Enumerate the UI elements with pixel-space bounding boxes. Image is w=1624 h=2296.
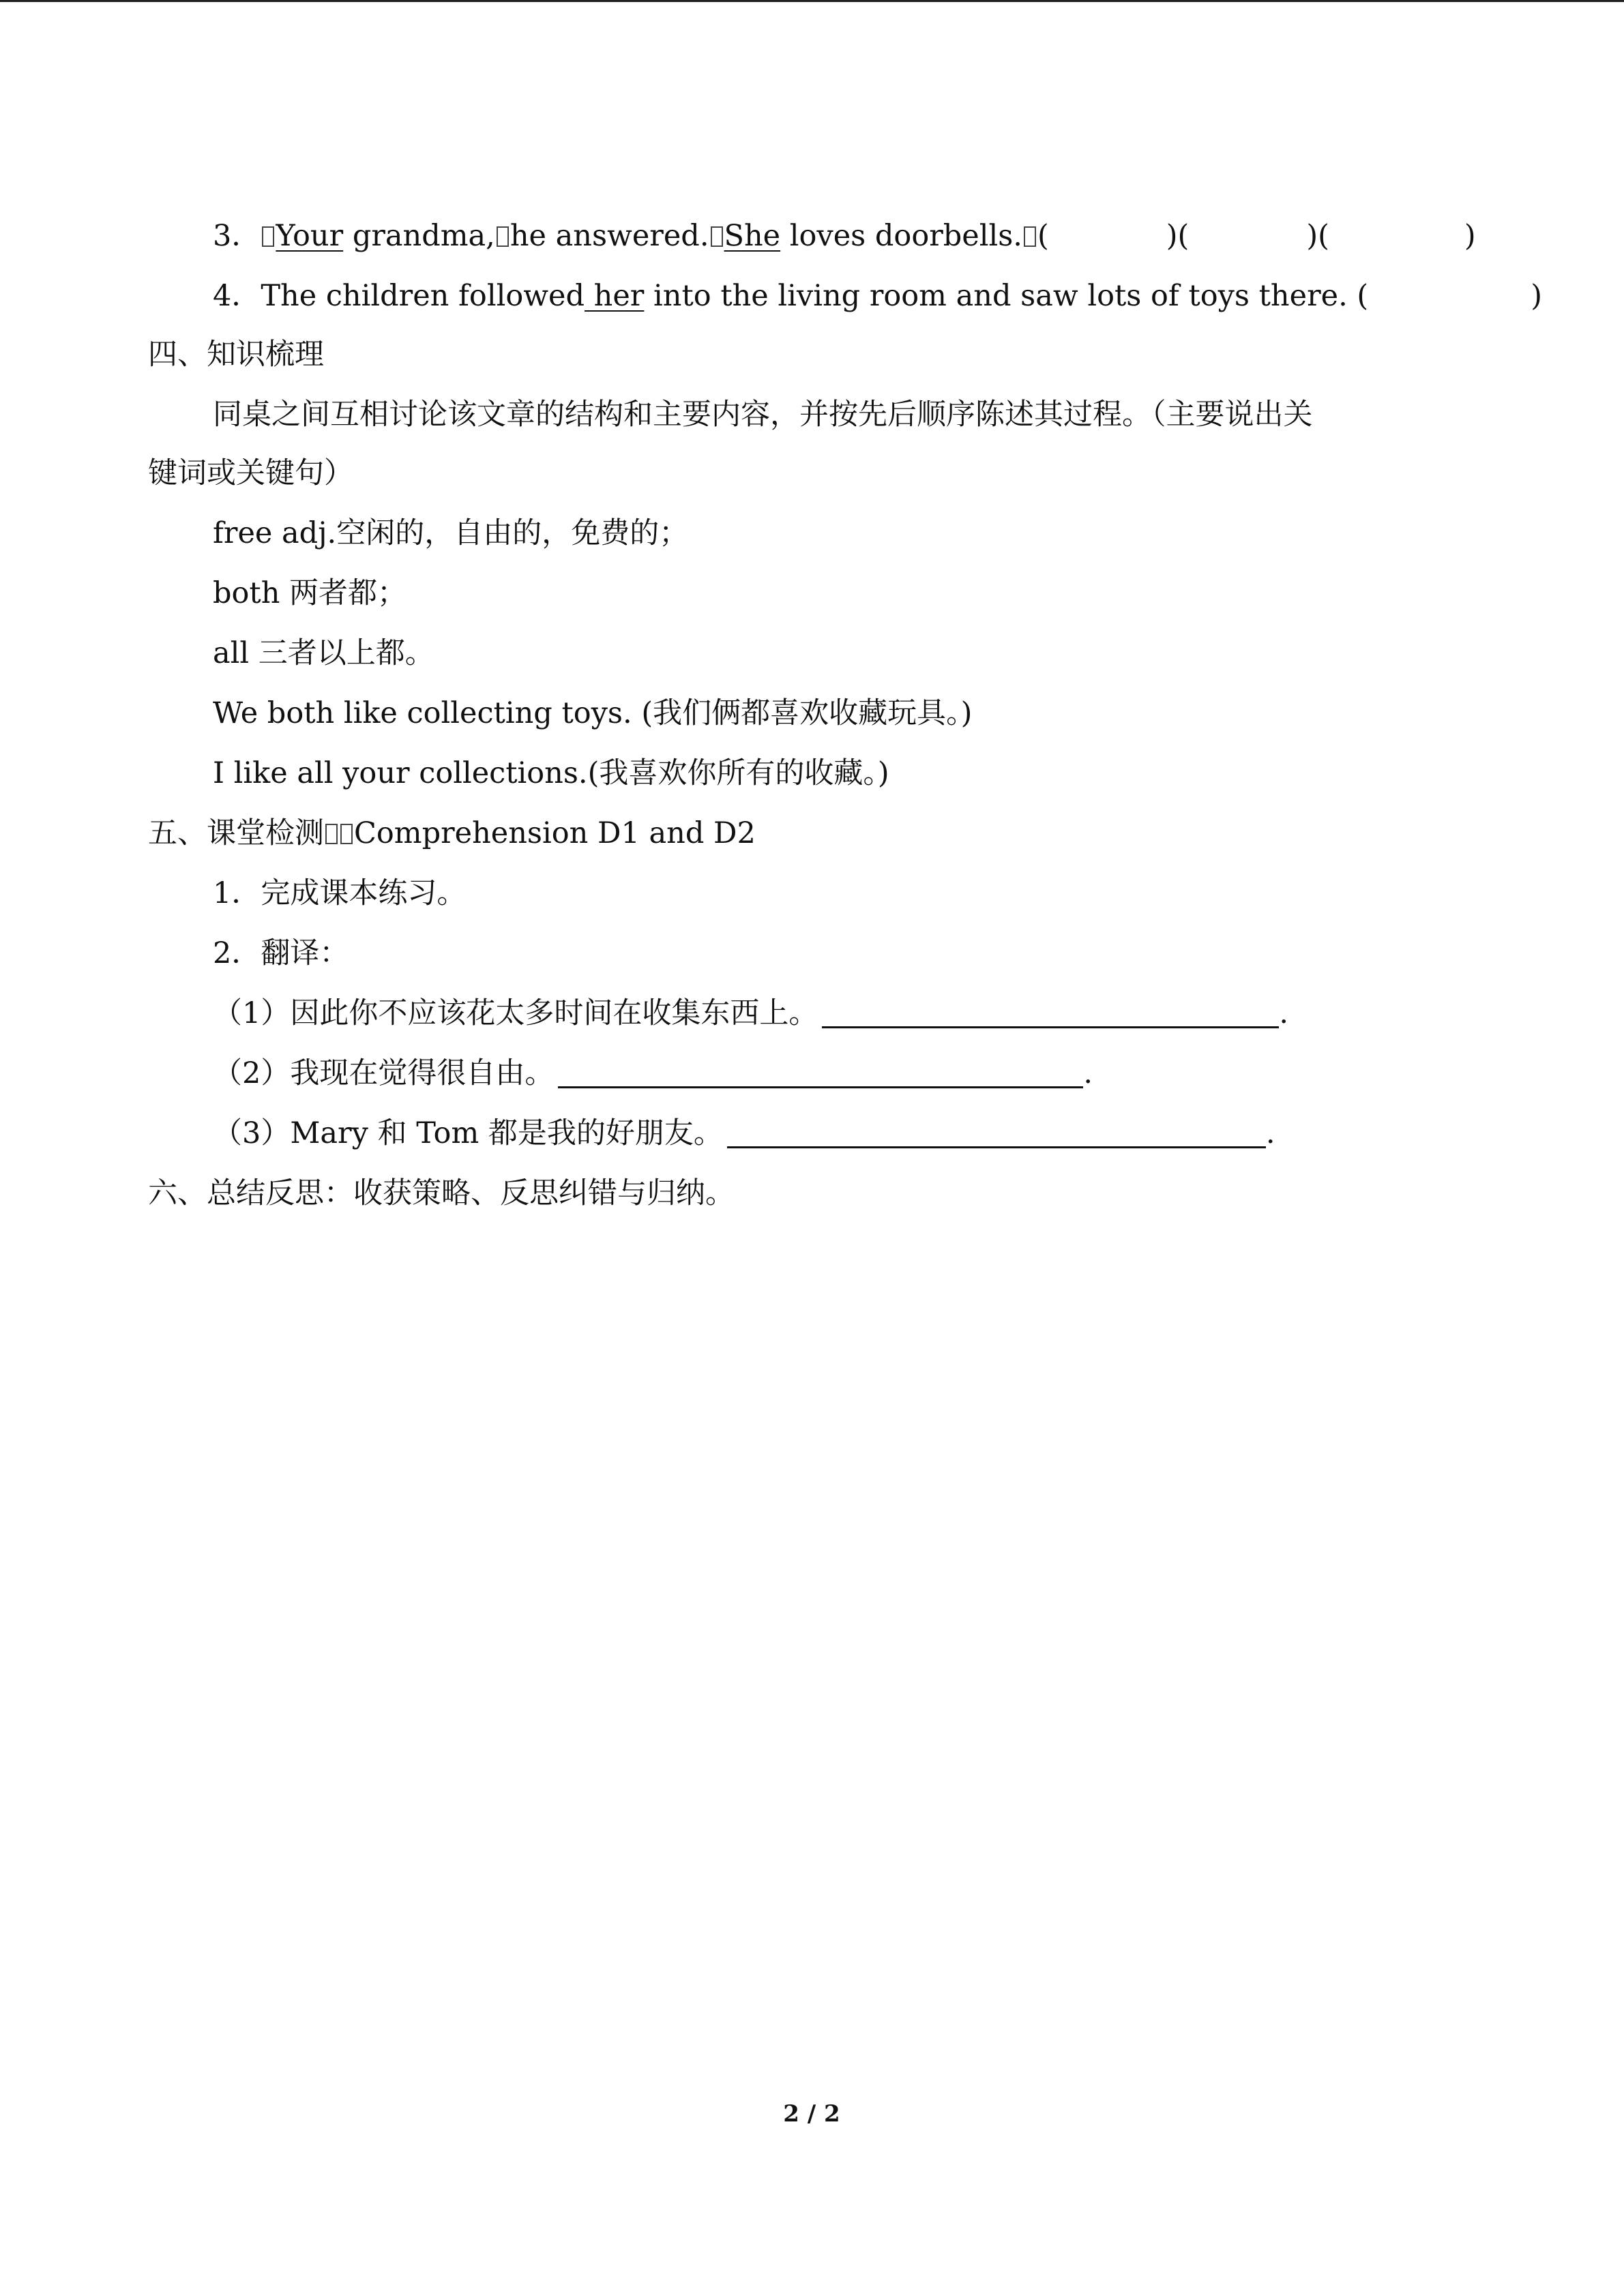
underlined-word: Your [276,219,344,253]
section-4-intro: 同桌之间互相讨论该文章的结构和主要内容，并按先后顺序陈述其过程。（主要说出关 [213,398,1313,432]
section-6-heading: 六、总结反思：收获策略、反思纠错与归纳。 [148,1176,735,1210]
answer-blank[interactable] [558,1056,1083,1088]
section-5-title: 五、课堂检测 [148,816,324,850]
example-all: I like all your collections.(我喜欢你所有的收藏。) [213,756,889,790]
answer-blank[interactable] [727,1116,1266,1148]
missing-glyph-box [325,824,338,844]
missing-glyph-box [262,226,274,247]
sentence-text: loves doorbells. [780,219,1022,253]
underlined-word: her [585,279,645,313]
answer-paren-open: ( [1037,219,1049,253]
question-3 [213,215,1476,256]
note-free: free adj.空闲的，自由的，免费的； [213,516,689,550]
section-5-item-1: 1．完成课本练习。 [213,876,467,910]
period: . [1279,996,1289,1030]
top-border [0,0,1624,2]
question-number: 3． [213,219,261,253]
section-4-intro-cont: 键词或关键句） [148,456,353,490]
translation-1 [213,993,1288,1034]
underlined-word: She [724,219,781,253]
answer-paren: )( [1166,219,1190,253]
translation-2 [213,1053,1093,1094]
sentence-text: into the living room and saw lots of toys there. ( [644,279,1369,313]
answer-blank[interactable] [822,996,1279,1028]
section-5-heading [148,813,756,854]
answer-paren-close: ) [1531,279,1542,313]
page-number: 2 / 2 [783,2100,840,2128]
section-4-heading: 四、知识梳理 [148,338,324,372]
section-5-item-2: 2．翻译： [213,936,349,970]
missing-glyph-box [340,824,353,844]
translation-prompt: （3）Mary 和 Tom 都是我的好朋友。 [213,1116,723,1150]
question-4 [213,275,1542,316]
missing-glyph-box [1024,226,1036,247]
note-all: all 三者以上都。 [213,636,434,670]
answer-paren: )( [1306,219,1329,253]
sentence-text: grandma, [343,219,495,253]
sentence-text: The children followed [261,279,585,313]
period: . [1265,1116,1275,1150]
example-both: We both like collecting toys. (我们俩都喜欢收藏玩具。) [213,696,973,730]
sentence-text: he answered. [510,219,709,253]
note-both: both 两者都； [213,576,407,610]
period: . [1083,1056,1093,1090]
missing-glyph-box [711,226,723,247]
question-number: 4． [213,279,261,313]
translation-prompt: （2）我现在觉得很自由。 [213,1056,555,1090]
translation-3 [213,1113,1275,1154]
answer-paren-close: ) [1464,219,1476,253]
missing-glyph-box [497,226,509,247]
section-5-subtitle: Comprehension D1 and D2 [354,816,756,850]
translation-prompt: （1）因此你不应该花太多时间在收集东西上。 [213,996,818,1030]
